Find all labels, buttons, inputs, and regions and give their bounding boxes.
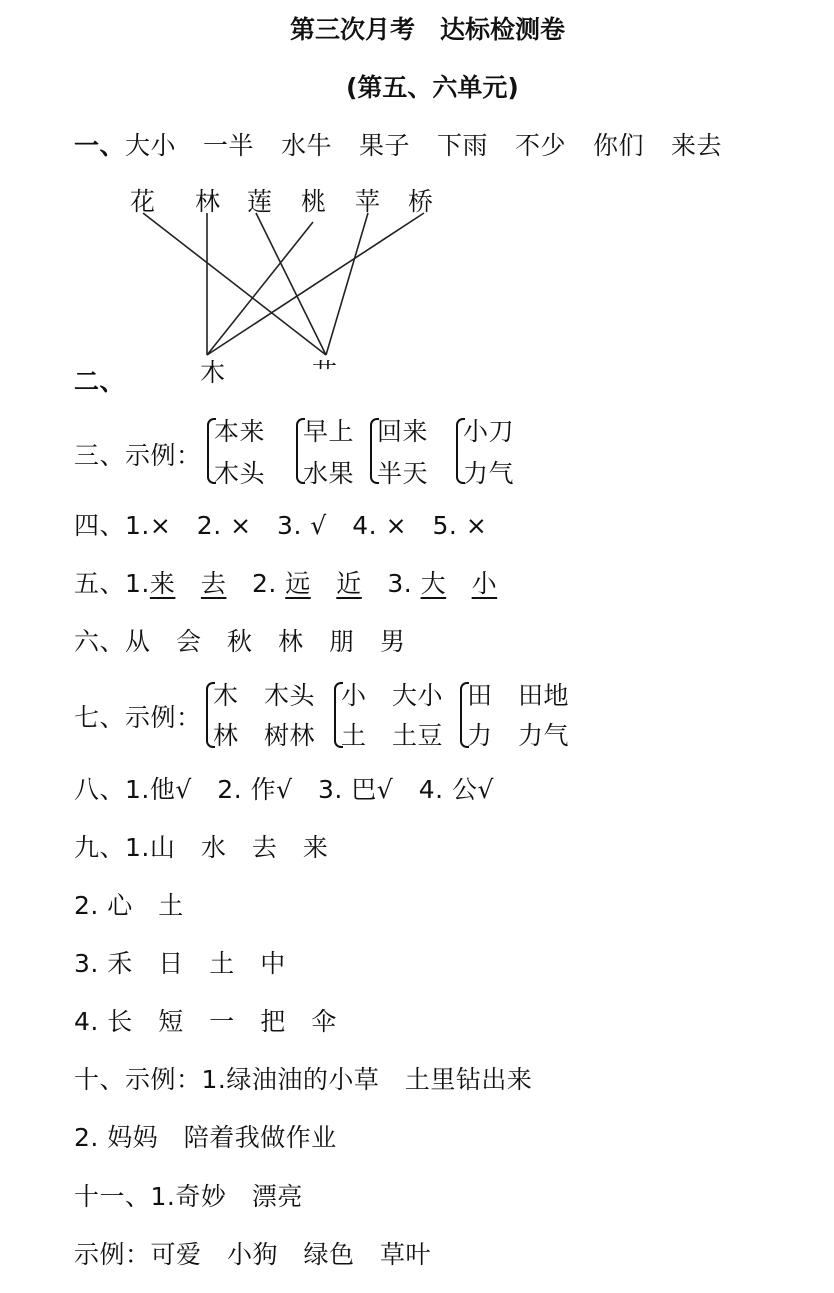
q5-part: 2. <box>251 569 277 598</box>
q1-word: 不少 <box>515 131 567 160</box>
q1-word: 你们 <box>593 131 645 160</box>
q5-answer: 小 <box>471 569 498 598</box>
q1-word: 果子 <box>359 131 411 160</box>
q2-top-char: 苹 <box>355 187 381 216</box>
q3-word: 半天 <box>377 459 429 488</box>
q5-line <box>74 564 497 600</box>
q5-number: 五、 <box>74 569 126 598</box>
page-subtitle: (第五、六单元) <box>346 73 519 102</box>
page-title: 第三次月考 达标检测卷 <box>290 15 566 44</box>
q7-word: 木头 <box>264 681 316 710</box>
q2-bottom-char: 木 <box>200 358 226 387</box>
q5-part: 1. <box>125 569 150 598</box>
q9-line-1: 九、1.山 水 去 来 <box>74 833 329 862</box>
q9-line-4: 4. 长 短 一 把 伞 <box>74 1007 337 1036</box>
match-line <box>143 213 326 355</box>
q2-top-char: 林 <box>195 187 221 216</box>
match-line <box>326 213 368 355</box>
q10-line-2: 2. 妈妈 陪着我做作业 <box>74 1123 337 1152</box>
q7-word: 大小 <box>392 681 444 710</box>
q1-word: 一半 <box>203 131 255 160</box>
q3-word: 木头 <box>214 459 266 488</box>
q7-word: 田地 <box>518 681 570 710</box>
q8-line: 八、1.他√ 2. 作√ 3. 巴√ 4. 公√ <box>74 775 494 804</box>
q2-top-char: 花 <box>130 187 156 216</box>
match-line <box>207 222 313 355</box>
q7-word: 树林 <box>264 721 316 750</box>
q1-word: 来去 <box>671 131 723 160</box>
q5-part: 3. <box>387 569 413 598</box>
q6-line: 六、从 会 秋 林 朋 男 <box>74 627 406 656</box>
q10-line-1: 十、示例：1.绿油油的小草 土里钻出来 <box>74 1065 533 1094</box>
q7-char: 土 <box>341 721 367 750</box>
q1-number: 一、 <box>74 131 126 160</box>
q11-line-1: 十一、1.奇妙 漂亮 <box>74 1182 303 1211</box>
q3-word: 水果 <box>303 459 355 488</box>
q1-word: 大小 <box>125 131 177 160</box>
q3-word: 小刀 <box>463 417 515 446</box>
q3-word: 本来 <box>214 417 266 446</box>
q9-line-3: 3. 禾 日 土 中 <box>74 949 286 978</box>
q7-char: 林 <box>213 721 239 750</box>
q3-word: 早上 <box>303 417 355 446</box>
q5-answer: 大 <box>420 569 447 598</box>
q11-line-2: 示例：可爱 小狗 绿色 草叶 <box>74 1240 432 1269</box>
q7-char: 小 <box>341 681 367 710</box>
q3-number: 三、示例： <box>74 441 202 470</box>
q5-answer: 去 <box>200 569 227 598</box>
q7-number: 七、示例： <box>74 703 202 732</box>
q2-bottom-char: 艹 <box>312 358 338 387</box>
q2-top-char: 莲 <box>247 187 273 216</box>
q7-char: 田 <box>467 681 493 710</box>
q2-top-char: 桥 <box>408 187 434 216</box>
q1-word: 水牛 <box>281 131 333 160</box>
q5-answer: 近 <box>336 569 362 598</box>
q7-word: 力气 <box>518 721 570 750</box>
q2-number: 二、 <box>74 367 126 396</box>
q7-char: 木 <box>213 681 239 710</box>
q9-line-2: 2. 心 土 <box>74 891 184 920</box>
q3-word: 回来 <box>377 417 429 446</box>
q1-word: 下雨 <box>437 131 489 160</box>
q2-top-char: 桃 <box>301 187 327 216</box>
q7-char: 力 <box>467 721 493 750</box>
q5-answer: 来 <box>149 569 176 598</box>
q7-word: 土豆 <box>392 721 444 750</box>
q4-line: 四、1.× 2. × 3. √ 4. × 5. × <box>74 511 488 540</box>
q3-word: 力气 <box>463 459 515 488</box>
q5-answer: 远 <box>285 569 311 598</box>
